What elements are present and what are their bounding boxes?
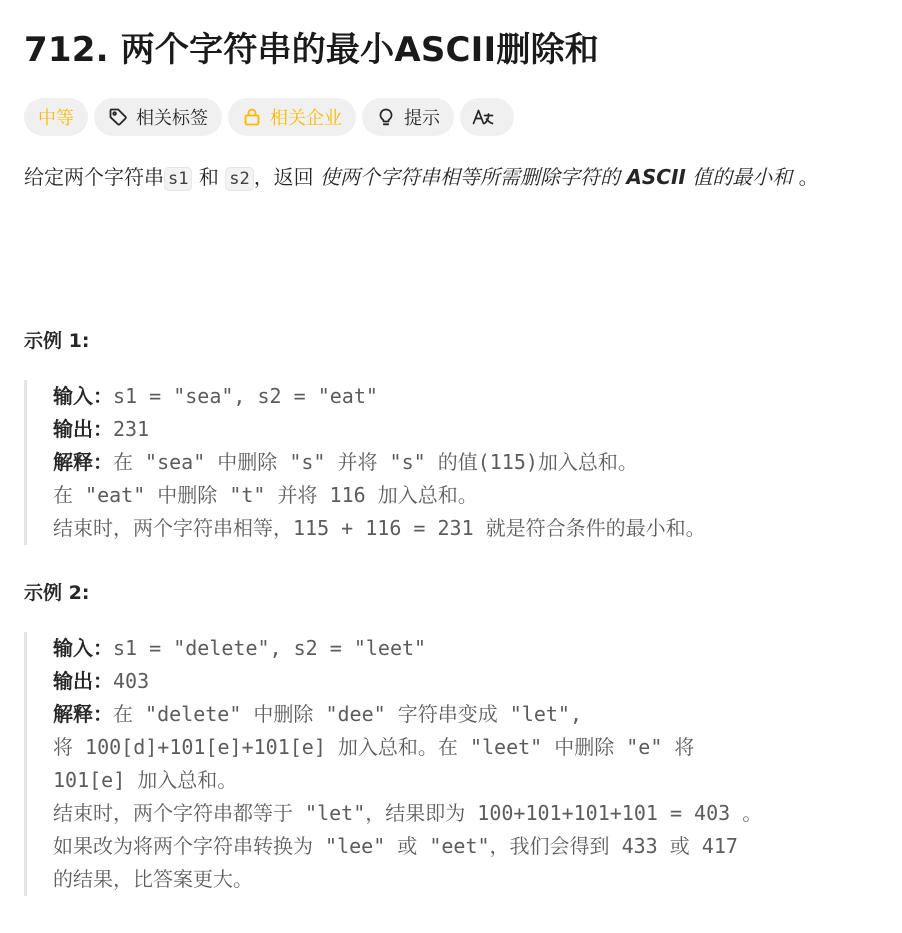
hint-button[interactable] xyxy=(362,98,454,136)
example-1-explanation-line: 结束时，两个字符串相等，115 + 116 = 231 就是符合条件的最小和。 xyxy=(53,516,706,540)
translate-button[interactable] xyxy=(460,98,514,136)
example-1-output: 输出：231 xyxy=(53,417,150,441)
hint-label: 提示 xyxy=(404,108,440,129)
example-1-explanation-line: 在 "eat" 中删除 "t" 并将 116 加入总和。 xyxy=(53,483,478,507)
tag-bar xyxy=(24,98,514,136)
example-2-explanation-line: 101[e] 加入总和。 xyxy=(53,768,238,792)
difficulty-label: 中等 xyxy=(38,108,74,129)
inline-code-s1: s1 xyxy=(164,167,192,191)
example-2-block xyxy=(24,632,762,896)
problem-title: 712. 两个字符串的最小ASCII删除和 xyxy=(24,30,599,70)
example-2-explanation: 解释：在 "delete" 中删除 "dee" 字符串变成 "let", xyxy=(53,702,582,726)
example-1-explanation: 解释：在 "sea" 中删除 "s" 并将 "s" 的值(115)加入总和。 xyxy=(53,450,638,474)
tag-icon xyxy=(108,107,128,127)
topics-tag-button[interactable] xyxy=(94,98,222,136)
example-2-heading: 示例 2: xyxy=(24,582,90,604)
lock-icon xyxy=(242,107,262,127)
ascii-emphasis: ASCII xyxy=(626,165,686,189)
example-2-explanation-line: 如果改为将两个字符串转换为 "lee" 或 "eet"，我们会得到 433 或 417 xyxy=(53,834,738,858)
example-2-explanation-line: 结束时，两个字符串都等于 "let"，结果即为 100+101+101+101 = 403 。 xyxy=(53,801,763,825)
example-2-explanation-line: 将 100[d]+101[e]+101[e] 加入总和。在 "leet" 中删除 "e" 将 xyxy=(53,735,695,759)
example-1-input: 输入：s1 = "sea", s2 = "eat" xyxy=(53,384,378,408)
companies-tag-button[interactable] xyxy=(228,98,356,136)
lightbulb-icon xyxy=(376,107,396,127)
example-2-explanation-line: 的结果，比答案更大。 xyxy=(53,867,253,891)
difficulty-badge xyxy=(24,98,88,136)
example-2-output: 输出：403 xyxy=(53,669,150,693)
translate-icon xyxy=(472,107,494,127)
topics-tag-label: 相关标签 xyxy=(136,108,208,129)
inline-code-s2: s2 xyxy=(225,167,253,191)
companies-tag-label: 相关企业 xyxy=(270,108,342,129)
problem-description: 给定两个字符串 s1 和 s2 ，返回 使两个字符串相等所需删除字符的 ASCII 值的最小和 。 xyxy=(24,165,819,189)
example-2-input: 输入：s1 = "delete", s2 = "leet" xyxy=(53,636,427,660)
example-1-heading: 示例 1: xyxy=(24,330,90,352)
example-1-block xyxy=(24,380,706,545)
